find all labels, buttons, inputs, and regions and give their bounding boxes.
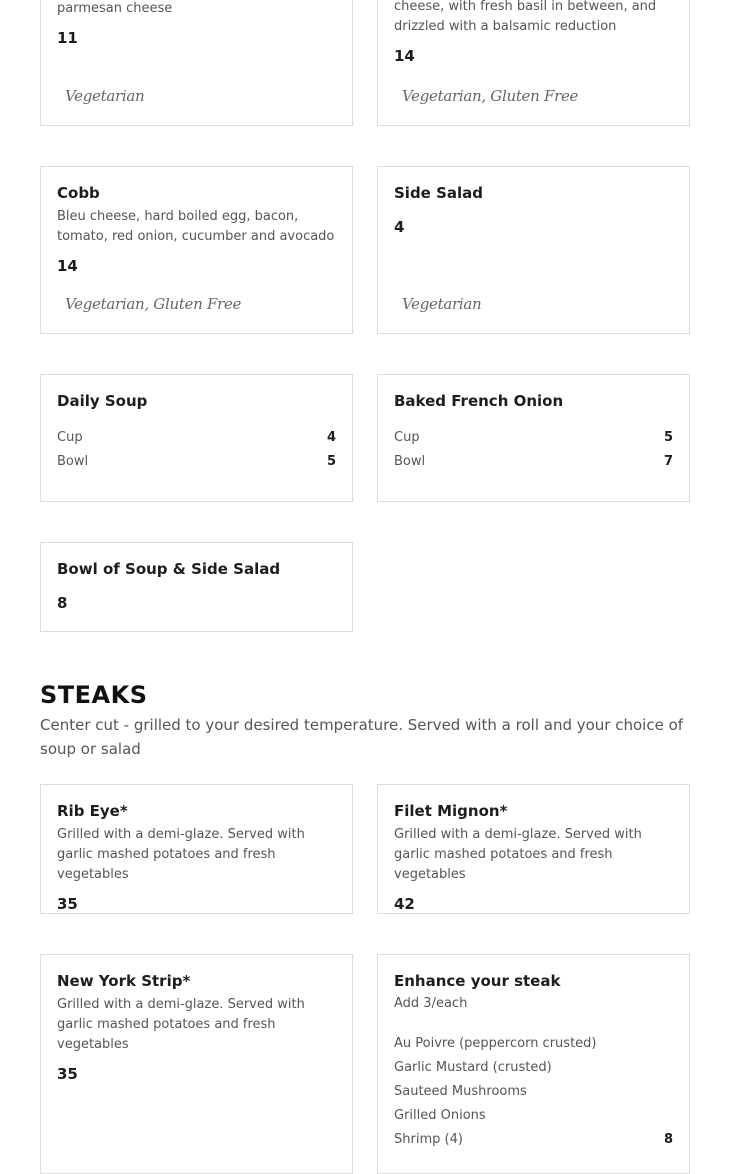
item-price: 4	[394, 218, 405, 236]
item-price: 14	[394, 47, 415, 65]
option-price: 5	[326, 454, 336, 469]
dietary-tags: Vegetarian	[402, 295, 482, 313]
enhance-option: Au Poivre (peppercorn crusted)	[394, 1036, 597, 1051]
menu-card-daily-soup	[40, 374, 353, 502]
item-description: Grilled with a demi-glaze. Served with garlic mashed potatoes and fresh vegetables	[57, 997, 305, 1052]
option-label: Shrimp (4)	[394, 1132, 463, 1147]
section-description: Center cut - grilled to your desired temperature. Served with a roll and your choice of soup or salad	[40, 716, 684, 758]
option-row	[394, 450, 673, 474]
menu-card-filet-mignon	[377, 784, 690, 914]
item-description: cheese, with fresh basil in between, and drizzled with a balsamic reduction	[394, 0, 657, 34]
enhance-option: Grilled Onions	[394, 1108, 486, 1123]
option-price: 8	[663, 1132, 673, 1147]
item-price: 42	[394, 895, 415, 913]
item-price: 14	[57, 257, 78, 275]
option-label: Bowl	[57, 454, 89, 469]
option-row	[57, 450, 336, 474]
option-row	[57, 426, 336, 450]
menu-card-salad-partial-right	[377, 0, 690, 126]
item-price: 35	[57, 1065, 78, 1083]
item-description: Grilled with a demi-glaze. Served with garlic mashed potatoes and fresh vegetables	[394, 827, 642, 882]
option-price: 5	[663, 430, 673, 445]
dietary-tags: Vegetarian, Gluten Free	[402, 87, 579, 105]
dietary-tags: Vegetarian	[65, 87, 145, 105]
menu-card-enhance-steak	[377, 954, 690, 1174]
menu-card-side-salad	[377, 166, 690, 334]
item-price: 11	[57, 29, 78, 47]
option-price: 4	[326, 430, 336, 445]
menu-card-salad-partial-left	[40, 0, 353, 126]
item-name: Cobb	[57, 184, 100, 202]
item-description: parmesan cheese	[57, 1, 173, 16]
item-price: 8	[57, 594, 68, 612]
enhance-option-shrimp	[394, 1128, 673, 1152]
item-description: Grilled with a demi-glaze. Served with garlic mashed potatoes and fresh vegetables	[57, 827, 305, 882]
size-options	[394, 426, 673, 474]
item-name: Enhance your steak	[394, 972, 561, 990]
item-name: Bowl of Soup & Side Salad	[57, 560, 281, 578]
enhance-option: Garlic Mustard (crusted)	[394, 1060, 552, 1075]
menu-card-soup-salad-combo	[40, 542, 353, 632]
option-label: Cup	[394, 430, 420, 445]
enhance-option: Sauteed Mushrooms	[394, 1084, 527, 1099]
size-options	[57, 426, 336, 474]
option-label: Bowl	[394, 454, 426, 469]
item-name: New York Strip*	[57, 972, 191, 990]
menu-card-rib-eye	[40, 784, 353, 914]
item-name: Filet Mignon*	[394, 802, 508, 820]
dietary-tags: Vegetarian, Gluten Free	[65, 295, 242, 313]
option-price: 7	[663, 454, 673, 469]
enhance-options	[394, 1032, 673, 1152]
item-name: Rib Eye*	[57, 802, 128, 820]
section-title-steaks: STEAKS	[40, 681, 148, 709]
option-label: Cup	[57, 430, 83, 445]
item-name: Daily Soup	[57, 392, 148, 410]
menu-card-cobb	[40, 166, 353, 334]
item-name: Side Salad	[394, 184, 484, 202]
option-row	[394, 426, 673, 450]
menu-card-new-york-strip	[40, 954, 353, 1174]
enhance-subtitle: Add 3/each	[394, 996, 468, 1011]
menu-card-french-onion	[377, 374, 690, 502]
item-price: 35	[57, 895, 78, 913]
item-name: Baked French Onion	[394, 392, 564, 410]
item-description: Bleu cheese, hard boiled egg, bacon, tomato, red onion, cucumber and avocado	[57, 209, 335, 244]
